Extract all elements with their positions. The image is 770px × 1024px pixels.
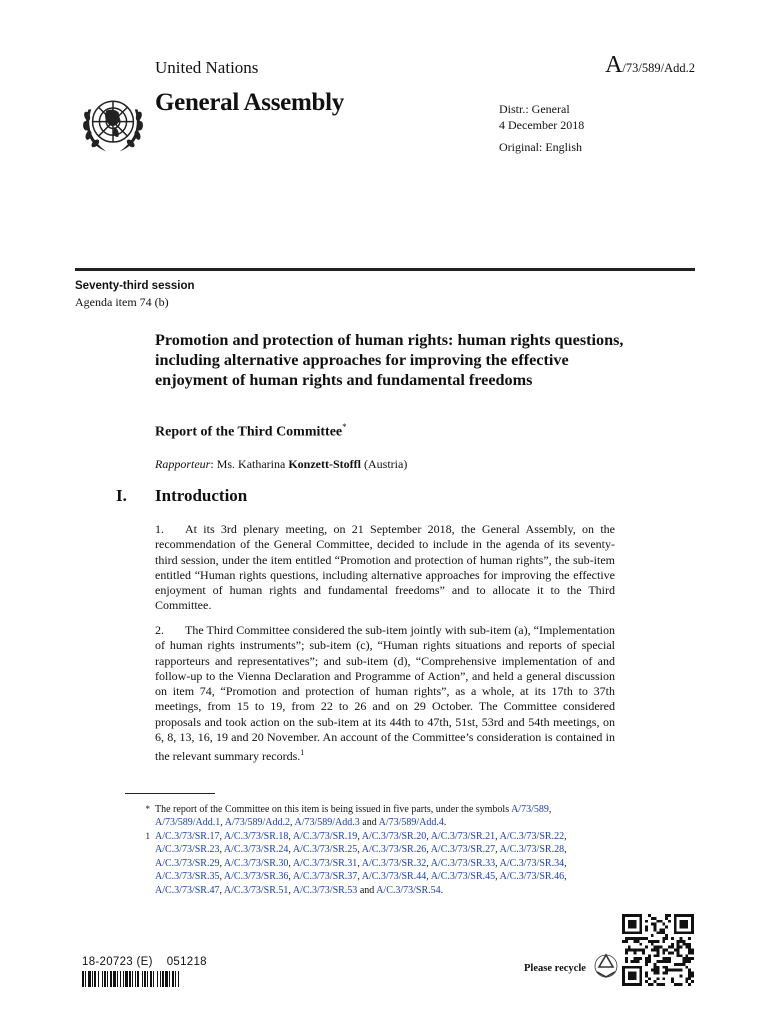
footnote-mark: 1 (145, 831, 150, 841)
document-link[interactable]: A/C.3/73/SR.28 (499, 844, 565, 856)
footnote-rule (125, 793, 215, 794)
paragraph-2 (155, 623, 615, 765)
footnote-text: The report of the Committee on this item is being issued in five parts, under the symbols (155, 804, 510, 815)
recycle-icon (593, 952, 619, 980)
session-name: Seventy-third session (75, 280, 195, 292)
document-link[interactable]: A/C.3/73/SR.34 (499, 857, 565, 869)
paragraph-number: 2. (155, 623, 164, 637)
organization-name: United Nations (155, 58, 259, 77)
report-label: Report of the Third Committee (155, 424, 343, 440)
document-title: Promotion and protection of human rights: human rights questions, including alternative approaches for improving the effective enjoyment of human rights and fundamental freedoms (155, 331, 624, 389)
footnote-mark: * (145, 804, 150, 814)
document-link[interactable]: A/73/589/Add.4 (378, 817, 444, 829)
document-link[interactable]: A/C.3/73/SR.37 (292, 871, 358, 883)
rapporteur-name: Konzett-Stoffl (288, 457, 361, 471)
document-link[interactable]: A/C.3/73/SR.24 (223, 844, 289, 856)
distribution-line: Distr.: General (499, 102, 570, 116)
document-symbol (605, 52, 695, 79)
document-link[interactable]: A/73/589/Add.1 (155, 817, 221, 829)
document-link[interactable]: A/C.3/73/SR.53 (292, 884, 358, 896)
section-number: I. (116, 486, 127, 505)
rapporteur-country: (Austria) (364, 457, 408, 471)
document-link[interactable]: A/C.3/73/SR.19 (292, 831, 358, 842)
footnote-1-links: A/C.3/73/SR.17, A/C.3/73/SR.18, A/C.3/73/SR.19, A/C.3/73/SR.20, A/C.3/73/SR.21, A/C.3/73/SR.22, A/C.3/73/SR.23, A/C.3/73/SR.24, A/C.3/73/SR.25, A/C.3/73/SR.26, A/C.3/73/SR.27, A/C.3/73/SR.28, A/C.3/73/SR.29, A/C.3/73/SR.30, A/C.3/73/SR.31, A/C.3/73/SR.32, A/C.3/73/SR.33, A/C.3/73/SR.34, A/C.3/73/SR.35, A/C.3/73/SR.36, A/C.3/73/SR.37, A/C.3/73/SR.44, A/C.3/73/SR.45, A/C.3/73/SR.46, A/C.3/73/SR.47, A/C.3/73/SR.51, A/C.3/73/SR.53 and A/C.3/73/SR.54. (155, 831, 567, 896)
barcode-icon (82, 971, 210, 987)
document-date: 4 December 2018 (499, 118, 585, 132)
section-heading (116, 486, 247, 506)
footnote-star (138, 803, 598, 830)
footnote-1 (138, 830, 598, 897)
qr-code-icon (622, 914, 694, 986)
distribution-block (499, 101, 584, 155)
document-link[interactable]: A/C.3/73/SR.54 (376, 884, 441, 896)
document-link[interactable]: A/C.3/73/SR.22 (499, 831, 565, 842)
document-link[interactable]: A/C.3/73/SR.17 (155, 831, 220, 842)
report-footnote-ref[interactable]: * (342, 422, 347, 432)
section-title: Introduction (155, 486, 248, 505)
header-rule (75, 268, 695, 271)
document-link[interactable]: A/73/589/Add.3 (294, 817, 360, 829)
document-number: 18-20723 (E) 051218 (82, 956, 207, 968)
document-link[interactable]: A/C.3/73/SR.25 (292, 844, 358, 856)
original-language: Original: English (499, 140, 582, 154)
rapporteur-label: Rapporteur (155, 457, 211, 471)
document-link[interactable]: A/C.3/73/SR.31 (292, 857, 358, 869)
document-link[interactable]: A/C.3/73/SR.26 (361, 844, 427, 856)
document-link[interactable]: A/C.3/73/SR.44 (361, 871, 427, 883)
document-link[interactable]: A/C.3/73/SR.45 (430, 871, 496, 883)
document-link[interactable]: A/73/589 (511, 804, 549, 815)
paragraph-number: 1. (155, 522, 164, 536)
document-link[interactable]: A/C.3/73/SR.21 (430, 831, 496, 842)
symbol-rest: /73/589/Add.2 (622, 61, 695, 75)
document-link[interactable]: A/C.3/73/SR.46 (499, 871, 565, 883)
rapporteur-prefix: Ms. Katharina (216, 457, 286, 471)
document-link[interactable]: A/C.3/73/SR.47 (155, 884, 220, 896)
document-link[interactable]: A/C.3/73/SR.32 (361, 857, 427, 869)
document-link[interactable]: A/C.3/73/SR.36 (223, 871, 289, 883)
symbol-prefix: A (605, 52, 623, 78)
recycle-label: Please recycle (524, 963, 586, 974)
document-link[interactable]: A/C.3/73/SR.20 (361, 831, 427, 842)
footnote-star-links: A/73/589, A/73/589/Add.1, A/73/589/Add.2, A/73/589/Add.3 and A/73/589/Add.4. (155, 804, 552, 829)
document-link[interactable]: A/C.3/73/SR.27 (430, 844, 496, 856)
un-emblem-icon (79, 89, 147, 157)
document-link[interactable]: A/C.3/73/SR.35 (155, 871, 220, 883)
session-block (75, 277, 195, 310)
document-link[interactable]: A/C.3/73/SR.30 (223, 857, 289, 869)
document-link[interactable]: A/C.3/73/SR.51 (223, 884, 289, 896)
document-link[interactable]: A/C.3/73/SR.33 (430, 857, 496, 869)
agenda-item: Agenda item 74 (b) (75, 295, 169, 309)
paragraph-1 (155, 522, 615, 614)
report-heading (155, 422, 347, 441)
document-link[interactable]: A/73/589/Add.2 (224, 817, 291, 829)
document-link[interactable]: A/C.3/73/SR.23 (155, 844, 220, 856)
paragraph-text: The Third Committee considered the sub-item jointly with sub-item (a), “Implementation of human rights instruments”; sub-item (c), “Human rights situations and reports of special rapporteurs and representatives”; and sub-item (d), “Comprehensive implementation of and follow-up to the Vienna Declaration and Programme of Action”, and held a general discussion on item 74, “Promotion and protection of human rights”, as a whole, at its 17th to 37th meetings, from 15 to 19, from 22 to 26 and on 29 October. The Committee considered proposals and took action on the sub-item at its 44th to 47th, 51st, 53rd and 54th meetings, on 6, 8, 13, 16, 19 and 20 November. An account of the Committee’s consideration is contained in the relevant summary records. (155, 623, 615, 764)
document-link[interactable]: A/C.3/73/SR.29 (155, 857, 220, 869)
footnote-ref-1[interactable]: 1 (300, 748, 305, 758)
rapporteur-line: Rapporteur: Ms. Katharina Konzett-Stoffl (Austria) (155, 457, 408, 471)
general-assembly-title: General Assembly (155, 89, 344, 116)
paragraph-text: At its 3rd plenary meeting, on 21 September 2018, the General Assembly, on the recommendation of the General Committee, decided to include in the agenda of its seventy-third session, under the item entitled “Promotion and protection of human rights”, the sub-item entitled “Human rights questions, including alternative approaches for improving the effective enjoyment of human rights and fundamental freedoms” and to allocate it to the Third Committee. (155, 522, 615, 613)
document-link[interactable]: A/C.3/73/SR.18 (223, 831, 289, 842)
